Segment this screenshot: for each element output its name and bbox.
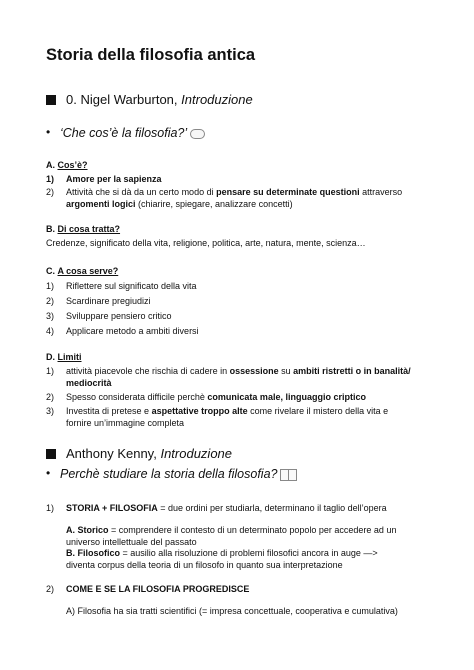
item-text: Applicare metodo a ambiti diversi: [66, 326, 199, 336]
item-bold: comunicata male, linguaggio criptico: [207, 392, 366, 402]
item-bold: ossessione: [229, 366, 279, 376]
item-number: 3): [46, 406, 55, 416]
heading-a-letter: A.: [46, 160, 55, 170]
question-text: ‘Che cos’è la filosofia?’: [60, 126, 188, 140]
round-bullet-icon: •: [46, 125, 51, 139]
item-bold: STORIA + FILOSOFIA: [66, 503, 158, 513]
item-bold: argomenti logici: [66, 198, 136, 209]
item-number: 4): [46, 326, 55, 336]
item-text: su: [278, 366, 294, 376]
item-text: Spesso considerata difficile perchè: [66, 392, 208, 402]
item-text: Sviluppare pensiero critico: [66, 311, 172, 321]
list-item: [46, 366, 466, 390]
item-number: 1): [46, 503, 55, 513]
sub-items: [66, 525, 466, 583]
item-number: 1): [46, 366, 55, 376]
sub-text: = ausilio alla risoluzione di problemi filosofici ancora in auge —>: [120, 548, 378, 558]
square-bullet-icon: [46, 449, 56, 459]
sub-text: A) Filosofia ha sia tratti scientifici (= impresa concettuale, cooperativa e cumulativa): [66, 606, 398, 616]
list-item: [46, 584, 466, 596]
sub-label: B. Filosofico: [66, 548, 120, 558]
section-author: Anthony Kenny,: [66, 446, 157, 461]
book-icon: [280, 469, 297, 481]
item-number: 2): [46, 584, 55, 594]
item-text: fornire un’immagine completa: [66, 417, 185, 428]
question-text: Perchè studiare la storia della filosofia?: [60, 467, 278, 481]
section-number: 0.: [66, 92, 77, 107]
list-item: [46, 406, 466, 430]
heading-c-text: A cosa serve?: [57, 266, 119, 276]
list-item: [46, 281, 346, 293]
item-text: Attività che si dà da un certo modo di: [66, 187, 217, 197]
section-work: Introduzione: [181, 92, 253, 107]
list-item: [46, 326, 346, 338]
item-number: 3): [46, 311, 55, 321]
thought-bubble-icon: [190, 129, 205, 139]
heading-b-letter: B.: [46, 224, 55, 234]
heading-a: [46, 160, 88, 172]
paragraph: Credenze, significato della vita, religione, politica, arte, natura, mente, scienza…: [46, 238, 366, 248]
list-item: [46, 174, 446, 186]
list-item: [46, 392, 466, 404]
item-text: Investita di pretese e: [66, 406, 152, 416]
item-bold: ambiti ristretti o in banalità/: [293, 366, 411, 376]
square-bullet-icon: [46, 95, 56, 105]
section-author: Nigel Warburton,: [80, 92, 178, 107]
item-text: Scardinare pregiudizi: [66, 296, 151, 306]
item-number: 2): [46, 296, 55, 306]
sub-text: = comprendere il contesto di un determinato popolo per accedere ad un: [108, 525, 397, 535]
item-text: = due ordini per studiarla, determinano il taglio dell’opera: [157, 503, 387, 513]
list-item: [46, 503, 466, 515]
item-text: Riflettere sul significato della vita: [66, 281, 197, 291]
item-bold: aspettative troppo alte: [151, 406, 248, 416]
item-bold: COME E SE LA FILOSOFIA PROGREDISCE: [66, 584, 250, 594]
item-bold: mediocrità: [66, 377, 112, 388]
item-text: (chiarire, spiegare, analizzare concetti): [135, 198, 293, 209]
heading-d-letter: D.: [46, 352, 55, 362]
item-text: come rivelare il mistero della vita e: [247, 406, 389, 416]
page-title: Storia della filosofia antica: [46, 46, 256, 64]
sub-text: universo intellettuale del passato: [66, 536, 197, 547]
item-number: 1): [46, 281, 55, 291]
item-number: 2): [46, 392, 55, 402]
sub-text: diventa corpus della teoria di un filosofo in quanto sua interpretazione: [66, 559, 343, 570]
list-item: [46, 296, 346, 308]
heading-b: [46, 224, 120, 236]
item-text: attività piacevole che rischia di cadere in: [66, 366, 230, 376]
heading-b-text: Di cosa tratta?: [57, 224, 121, 234]
section-work: Introduzione: [160, 446, 233, 461]
list-item: [46, 187, 466, 211]
heading-d: [46, 352, 82, 364]
item-text: attraverso: [359, 187, 403, 197]
sub-label: A. Storico: [66, 525, 109, 535]
heading-d-text: Limiti: [57, 352, 82, 362]
list-item: [46, 311, 346, 323]
round-bullet-icon: •: [46, 466, 51, 480]
item-number: 2): [46, 187, 55, 197]
heading-a-text: Cos’è?: [57, 160, 88, 170]
item-text: Amore per la sapienza: [66, 174, 162, 184]
item-number: 1): [46, 174, 55, 184]
item-bold: pensare su determinate questioni: [216, 187, 360, 197]
heading-c-letter: C.: [46, 266, 55, 276]
heading-c: [46, 266, 118, 278]
